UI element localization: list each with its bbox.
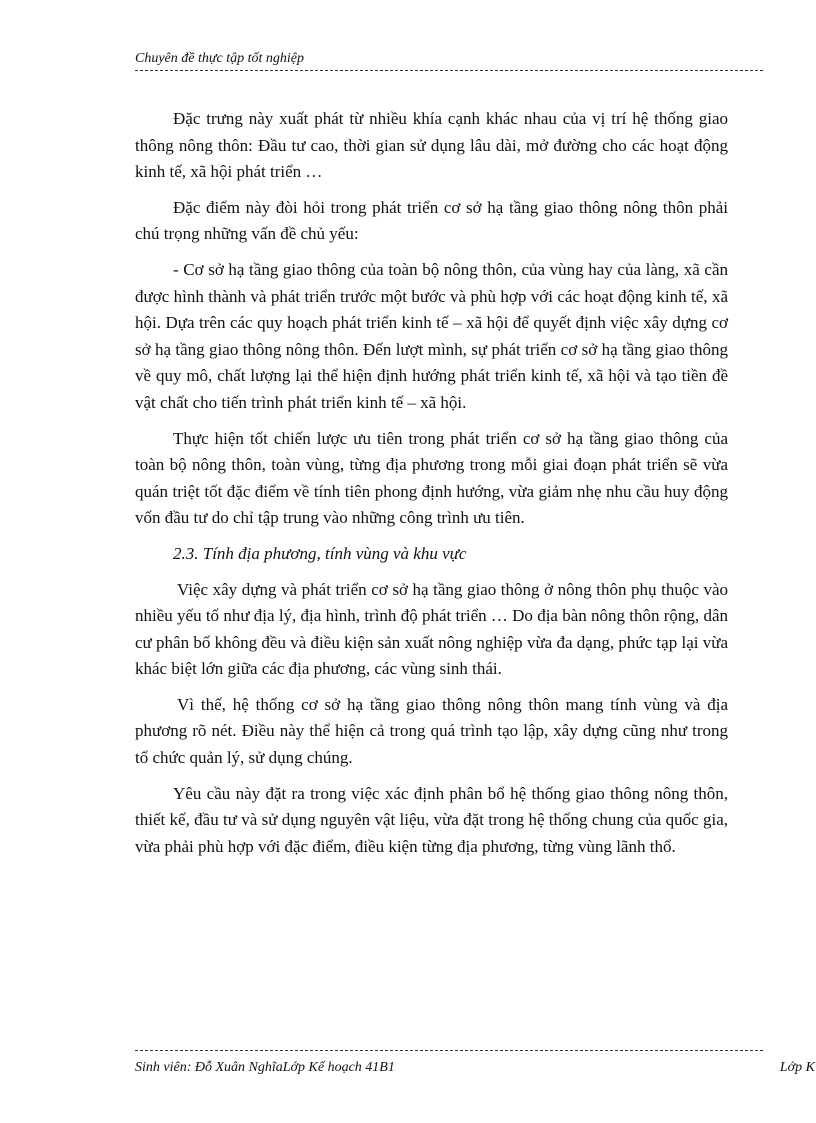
page-header xyxy=(135,48,763,71)
paragraph-4: Thực hiện tốt chiến lược ưu tiên trong phát triển cơ sở hạ tầng giao thông của toàn bộ nông thôn, toàn vùng, từng địa phương trong mỗi giai đoạn phát triển sẽ vừa quán triệt tốt đặc điểm về tính tiên phong định hướng, vừa giảm nhẹ nhu cầu huy động vốn đầu tư do chỉ tập trung vào những công trình ưu tiên. xyxy=(135,428,728,528)
paragraph-3: - Cơ sở hạ tầng giao thông của toàn bộ nông thôn, của vùng hay của làng, xã cần được hình thành và phát triển trước một bước và phù hợp với các hoạt động kinh tế, xã hội. Dựa trên các quy hoạch phát triển kinh tế – xã hội để quyết định việc xây dựng cơ sở hạ tầng giao thông nông thôn. Đến lượt mình, sự phát triển cơ sở hạ tầng giao thông về quy mô, chất lượng lại thể hiện định hướng phát triển kinh tế, xã hội và tạo tiền đề vật chất cho tiến trình phát triển kinh tế – xã hội. xyxy=(135,259,728,412)
document-body xyxy=(135,106,728,869)
section-heading: 2.3. Tính địa phương, tính vùng và khu vực xyxy=(173,543,467,563)
paragraph-1: Đặc trưng này xuất phát từ nhiều khía cạnh khác nhau của vị trí hệ thống giao thông nông thôn: Đầu tư cao, thời gian sử dụng lâu dài, mở đường cho các hoạt động kinh tế, xã hội phát triển … xyxy=(135,109,728,182)
footer-student: Sinh viên: Đỗ Xuân NghĩaLớp Kế hoạch 41B1 xyxy=(135,1060,395,1075)
paragraph-6: Vì thế, hệ thống cơ sở hạ tầng giao thông nông thôn mang tính vùng và địa phương rõ nét. Điều này thể hiện cả trong quá trình tạo lập, xây dựng cũng như trong tổ chức quản lý, sử dụng chúng. xyxy=(135,694,728,768)
paragraph-7: Yêu cầu này đặt ra trong việc xác định phân bổ hệ thống giao thông nông thôn, thiết kế, đầu tư và sử dụng nguyên vật liệu, vừa đặt trong hệ thống chung của quốc gia, vừa phải phù hợp với đặc điểm, điều kiện từng địa phương, từng vùng lãnh thổ. xyxy=(135,783,728,856)
footer-class: Lớp K xyxy=(779,1060,815,1075)
paragraph-2: Đặc điểm này đòi hỏi trong phát triển cơ sở hạ tầng giao thông nông thôn phải chú trọng những vấn đề chủ yếu: xyxy=(135,197,728,244)
page-footer xyxy=(135,1050,815,1079)
paragraph-5: Việc xây dựng và phát triển cơ sở hạ tầng giao thông ở nông thôn phụ thuộc vào nhiều yếu tố như địa lý, địa hình, trình độ phát triển … Do địa bàn nông thôn rộng, dân cư phân bố không đều và điều kiện sản xuất nông nghiệp vừa đa dạng, phức tạp lại vừa khác biệt lớn giữa các địa phương, các vùng sinh thái. xyxy=(135,579,728,679)
header-title: Chuyên đề thực tập tốt nghiệp xyxy=(135,50,308,68)
